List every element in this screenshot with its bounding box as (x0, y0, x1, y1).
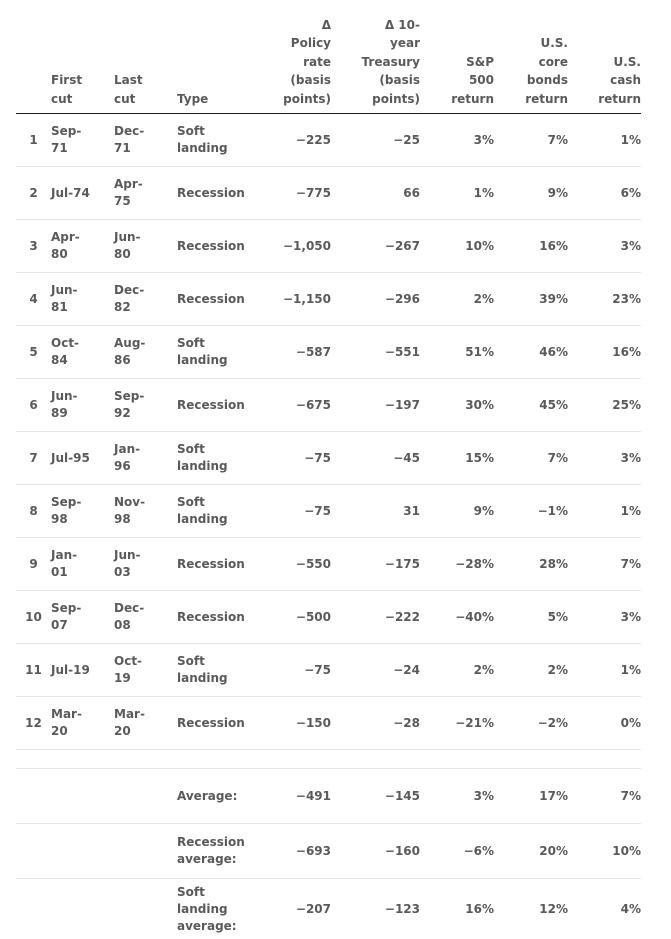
header-row (16, 0, 641, 114)
average-row (16, 769, 641, 824)
header-policy-rate: Δ Policy rate (basis points) (258, 0, 331, 114)
core-bonds-return-cell: −1% (494, 485, 568, 538)
empty-cell (114, 769, 177, 824)
treasury-change-cell: 31 (331, 485, 420, 538)
cycle-number-cell: 6 (16, 379, 51, 432)
type-cell: Soft landing (177, 644, 258, 697)
avg-cash-cell: 7% (568, 769, 641, 824)
type-cell: Recession (177, 538, 258, 591)
policy-rate-change-cell: −1,050 (258, 220, 331, 273)
header-sp500: S&P 500 return (420, 0, 494, 114)
cycle-number-cell: 10 (16, 591, 51, 644)
core-bonds-return-cell: 28% (494, 538, 568, 591)
sp500-return-cell: 9% (420, 485, 494, 538)
cycle-number-cell: 3 (16, 220, 51, 273)
sp500-return-cell: 1% (420, 167, 494, 220)
last-cut-cell: Dec- 71 (114, 114, 177, 167)
core-bonds-return-cell: 2% (494, 644, 568, 697)
first-cut-cell: Jul-74 (51, 167, 114, 220)
last-cut-cell: Aug- 86 (114, 326, 177, 379)
avg-core-bonds-cell: 17% (494, 769, 568, 824)
type-cell: Recession (177, 167, 258, 220)
table-row (16, 114, 641, 167)
policy-rate-change-cell: −75 (258, 644, 331, 697)
average-label: Average: (177, 769, 258, 824)
last-cut-cell: Jun- 03 (114, 538, 177, 591)
spacer-cell (494, 750, 568, 769)
cash-return-cell: 23% (568, 273, 641, 326)
empty-cell (114, 879, 177, 939)
spacer-row (16, 750, 641, 769)
header-cash: U.S. cash return (568, 0, 641, 114)
cycle-number-cell: 5 (16, 326, 51, 379)
empty-cell (51, 879, 114, 939)
avg-treasury-cell: −123 (331, 879, 420, 939)
table-row (16, 697, 641, 750)
cycle-number-cell: 1 (16, 114, 51, 167)
rate-cut-cycles-table (16, 0, 641, 939)
type-cell: Recession (177, 379, 258, 432)
cash-return-cell: 1% (568, 485, 641, 538)
sp500-return-cell: 30% (420, 379, 494, 432)
spacer-cell (568, 750, 641, 769)
type-cell: Recession (177, 591, 258, 644)
table-row (16, 432, 641, 485)
first-cut-cell: Jan- 01 (51, 538, 114, 591)
spacer-cell (16, 750, 51, 769)
cash-return-cell: 1% (568, 644, 641, 697)
core-bonds-return-cell: 16% (494, 220, 568, 273)
spacer-cell (331, 750, 420, 769)
core-bonds-return-cell: 39% (494, 273, 568, 326)
average-label: Soft landing average: (177, 879, 258, 939)
table-row (16, 591, 641, 644)
core-bonds-return-cell: 7% (494, 432, 568, 485)
empty-cell (51, 769, 114, 824)
cash-return-cell: 3% (568, 591, 641, 644)
header-core-bonds: U.S. core bonds return (494, 0, 568, 114)
sp500-return-cell: 3% (420, 114, 494, 167)
sp500-return-cell: −21% (420, 697, 494, 750)
type-cell: Recession (177, 220, 258, 273)
avg-sp500-cell: −6% (420, 824, 494, 879)
policy-rate-change-cell: −675 (258, 379, 331, 432)
spacer-cell (420, 750, 494, 769)
cycle-number-cell: 4 (16, 273, 51, 326)
type-cell: Soft landing (177, 114, 258, 167)
sp500-return-cell: −28% (420, 538, 494, 591)
table-row (16, 220, 641, 273)
last-cut-cell: Nov- 98 (114, 485, 177, 538)
last-cut-cell: Sep- 92 (114, 379, 177, 432)
empty-cell (51, 824, 114, 879)
treasury-change-cell: −175 (331, 538, 420, 591)
sp500-return-cell: −40% (420, 591, 494, 644)
treasury-change-cell: −267 (331, 220, 420, 273)
average-row (16, 879, 641, 939)
policy-rate-change-cell: −587 (258, 326, 331, 379)
header-type: Type (177, 0, 258, 114)
avg-policy-rate-cell: −693 (258, 824, 331, 879)
header-last-cut: Last cut (114, 0, 177, 114)
cash-return-cell: 7% (568, 538, 641, 591)
empty-cell (16, 824, 51, 879)
policy-rate-change-cell: −75 (258, 485, 331, 538)
core-bonds-return-cell: 46% (494, 326, 568, 379)
core-bonds-return-cell: 7% (494, 114, 568, 167)
avg-core-bonds-cell: 12% (494, 879, 568, 939)
last-cut-cell: Mar- 20 (114, 697, 177, 750)
table-row (16, 273, 641, 326)
cycle-number-cell: 12 (16, 697, 51, 750)
sp500-return-cell: 51% (420, 326, 494, 379)
header-num (16, 0, 51, 114)
empty-cell (16, 879, 51, 939)
last-cut-cell: Apr- 75 (114, 167, 177, 220)
treasury-change-cell: −222 (331, 591, 420, 644)
average-label: Recession average: (177, 824, 258, 879)
last-cut-cell: Jan- 96 (114, 432, 177, 485)
empty-cell (114, 824, 177, 879)
core-bonds-return-cell: 9% (494, 167, 568, 220)
sp500-return-cell: 10% (420, 220, 494, 273)
treasury-change-cell: −28 (331, 697, 420, 750)
first-cut-cell: Jul-19 (51, 644, 114, 697)
type-cell: Soft landing (177, 326, 258, 379)
first-cut-cell: Jul-95 (51, 432, 114, 485)
table-row (16, 644, 641, 697)
table-row (16, 538, 641, 591)
treasury-change-cell: −296 (331, 273, 420, 326)
treasury-change-cell: −45 (331, 432, 420, 485)
type-cell: Soft landing (177, 485, 258, 538)
cash-return-cell: 25% (568, 379, 641, 432)
cycle-number-cell: 2 (16, 167, 51, 220)
header-treasury: Δ 10- year Treasury (basis points) (331, 0, 420, 114)
avg-core-bonds-cell: 20% (494, 824, 568, 879)
header-first-cut: First cut (51, 0, 114, 114)
avg-policy-rate-cell: −207 (258, 879, 331, 939)
average-row (16, 824, 641, 879)
sp500-return-cell: 2% (420, 273, 494, 326)
last-cut-cell: Jun- 80 (114, 220, 177, 273)
policy-rate-change-cell: −775 (258, 167, 331, 220)
treasury-change-cell: −24 (331, 644, 420, 697)
spacer-cell (114, 750, 177, 769)
rate-cut-table-container (16, 0, 641, 939)
cash-return-cell: 3% (568, 220, 641, 273)
avg-sp500-cell: 3% (420, 769, 494, 824)
avg-treasury-cell: −145 (331, 769, 420, 824)
avg-treasury-cell: −160 (331, 824, 420, 879)
table-row (16, 485, 641, 538)
avg-policy-rate-cell: −491 (258, 769, 331, 824)
table-row (16, 379, 641, 432)
cycle-number-cell: 7 (16, 432, 51, 485)
first-cut-cell: Sep- 07 (51, 591, 114, 644)
first-cut-cell: Oct- 84 (51, 326, 114, 379)
cash-return-cell: 0% (568, 697, 641, 750)
empty-cell (16, 769, 51, 824)
spacer-cell (258, 750, 331, 769)
core-bonds-return-cell: 45% (494, 379, 568, 432)
policy-rate-change-cell: −75 (258, 432, 331, 485)
avg-cash-cell: 10% (568, 824, 641, 879)
last-cut-cell: Oct- 19 (114, 644, 177, 697)
type-cell: Soft landing (177, 432, 258, 485)
spacer-cell (51, 750, 114, 769)
core-bonds-return-cell: −2% (494, 697, 568, 750)
treasury-change-cell: −25 (331, 114, 420, 167)
cash-return-cell: 3% (568, 432, 641, 485)
treasury-change-cell: 66 (331, 167, 420, 220)
policy-rate-change-cell: −1,150 (258, 273, 331, 326)
spacer-cell (177, 750, 258, 769)
cycle-number-cell: 9 (16, 538, 51, 591)
cash-return-cell: 16% (568, 326, 641, 379)
table-body (16, 114, 641, 939)
first-cut-cell: Jun- 81 (51, 273, 114, 326)
type-cell: Recession (177, 273, 258, 326)
sp500-return-cell: 2% (420, 644, 494, 697)
policy-rate-change-cell: −225 (258, 114, 331, 167)
avg-sp500-cell: 16% (420, 879, 494, 939)
cash-return-cell: 6% (568, 167, 641, 220)
avg-cash-cell: 4% (568, 879, 641, 939)
table-row (16, 326, 641, 379)
sp500-return-cell: 15% (420, 432, 494, 485)
policy-rate-change-cell: −500 (258, 591, 331, 644)
first-cut-cell: Sep- 98 (51, 485, 114, 538)
first-cut-cell: Apr- 80 (51, 220, 114, 273)
table-row (16, 167, 641, 220)
policy-rate-change-cell: −150 (258, 697, 331, 750)
first-cut-cell: Mar- 20 (51, 697, 114, 750)
cash-return-cell: 1% (568, 114, 641, 167)
last-cut-cell: Dec- 82 (114, 273, 177, 326)
type-cell: Recession (177, 697, 258, 750)
last-cut-cell: Dec- 08 (114, 591, 177, 644)
policy-rate-change-cell: −550 (258, 538, 331, 591)
first-cut-cell: Jun- 89 (51, 379, 114, 432)
first-cut-cell: Sep- 71 (51, 114, 114, 167)
treasury-change-cell: −551 (331, 326, 420, 379)
cycle-number-cell: 8 (16, 485, 51, 538)
cycle-number-cell: 11 (16, 644, 51, 697)
core-bonds-return-cell: 5% (494, 591, 568, 644)
treasury-change-cell: −197 (331, 379, 420, 432)
